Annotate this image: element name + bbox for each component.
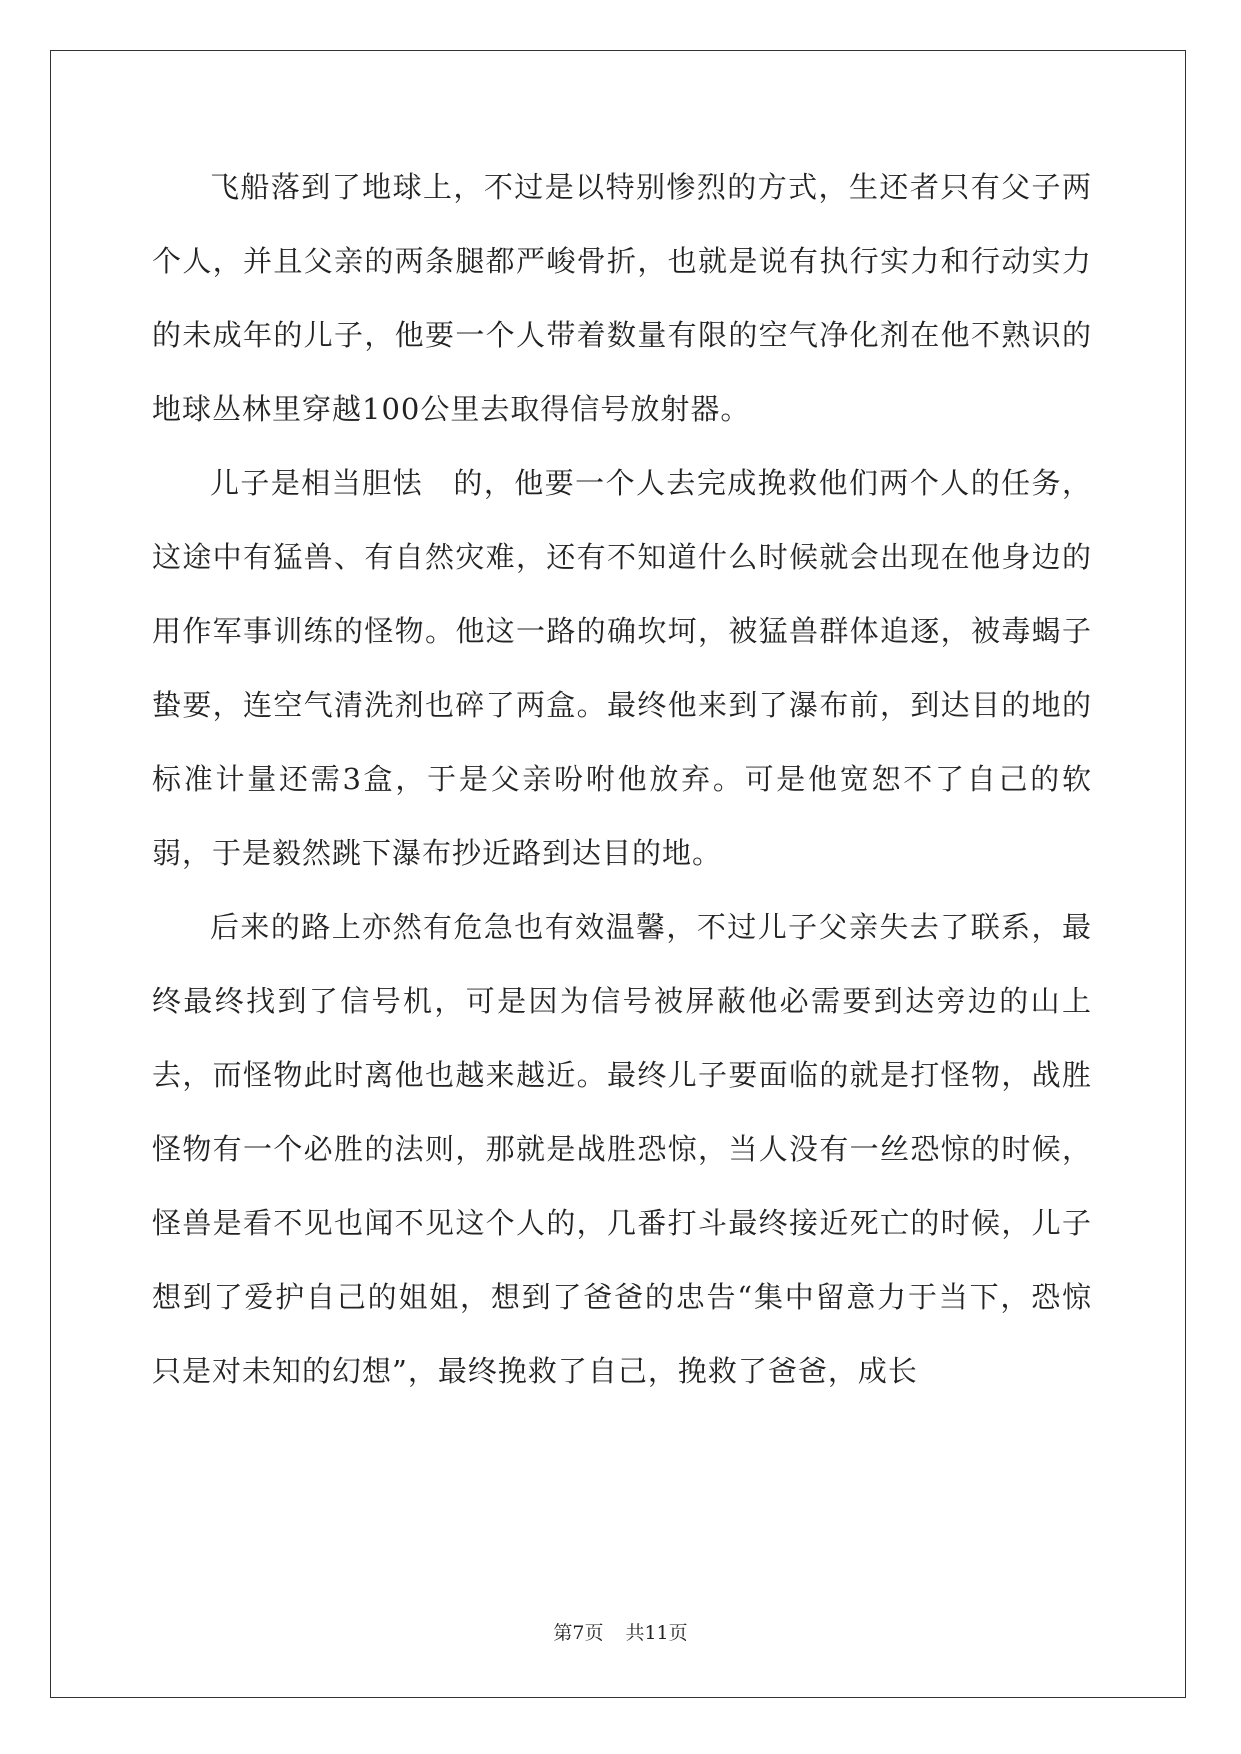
page-number-current: 第7页	[553, 1622, 604, 1644]
page-number-total: 共11页	[625, 1622, 688, 1644]
paragraph-3: 后来的路上亦然有危急也有效温馨，不过儿子父亲失去了联系，最终最终找到了信号机，可是因为信号被屏蔽他必需要到达旁边的山上去，而怪物此时离他也越来越近。最终儿子要面临的就是打怪物，战胜怪物有一个必胜的法则，那就是战胜恐惊，当人没有一丝恐惊的时候，怪兽是看不见也闻不见这个人的，几番打斗最终接近死亡的时候，儿子想到了爱护自己的姐姐，想到了爸爸的忠告“集中留意力于当下，恐惊只是对未知的幻想”，最终挽救了自己，挽救了爸爸，成长	[152, 910, 1092, 1388]
page-footer	[0, 1618, 1241, 1645]
paragraph-2: 儿子是相当胆怯 的，他要一个人去完成挽救他们两个人的任务，这途中有猛兽、有自然灾难，还有不知道什么时候就会出现在他身边的用作军事训练的怪物。他这一路的确坎坷，被猛兽群体追逐，被毒蝎子蛰要，连空气清洗剂也碎了两盒。最终他来到了瀑布前，到达目的地的标准计量还需3盒，于是父亲吩咐他放弃。可是他宽恕不了自己的软弱，于是毅然跳下瀑布抄近路到达目的地。	[152, 466, 1092, 870]
document-body	[152, 150, 1092, 1408]
paragraph-1: 飞船落到了地球上，不过是以特别惨烈的方式，生还者只有父子两个人，并且父亲的两条腿都严峻骨折，也就是说有执行实力和行动实力的未成年的儿子，他要一个人带着数量有限的空气净化剂在他不熟识的地球丛林里穿越100公里去取得信号放射器。	[152, 170, 1092, 426]
